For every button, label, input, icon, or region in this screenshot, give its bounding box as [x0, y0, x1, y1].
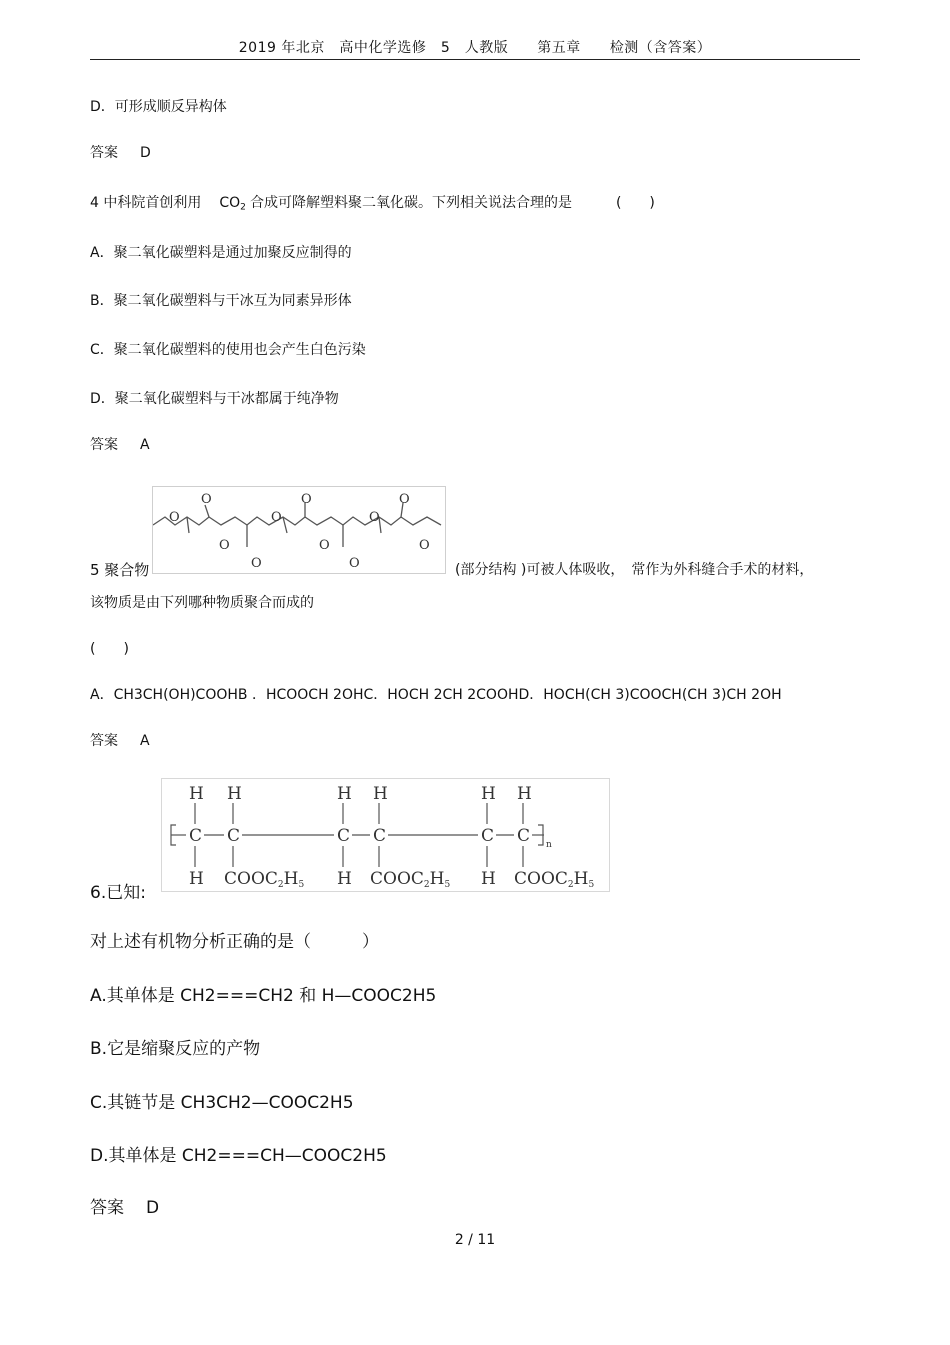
- c-atom-label: C: [481, 826, 495, 846]
- o-label: O: [369, 510, 380, 525]
- q6-answer: [90, 1193, 159, 1218]
- h-atom-label: H: [337, 869, 352, 889]
- page-number: 2 / 11: [454, 1232, 496, 1248]
- answer-label: 答案: [90, 733, 118, 749]
- answer-label: 答案: [90, 145, 118, 161]
- h-atom-label: H: [189, 869, 204, 889]
- q4-stem-post: 合成可降解塑料聚二氧化碳。下列相关说法合理的是: [249, 195, 572, 211]
- header-rule: [90, 59, 860, 60]
- o-label: O: [251, 556, 262, 571]
- h-atom-label: H: [227, 784, 242, 804]
- o-label: O: [219, 538, 230, 553]
- o-label: O: [169, 510, 180, 525]
- q5-answer: [90, 730, 150, 750]
- answer-value: D: [140, 145, 151, 161]
- h-atom-label: H: [517, 784, 532, 804]
- page-header: 2019 年北京 高中化学选修 5 人教版 第五章 检测（含答案）: [238, 40, 712, 56]
- q6-stem-pre: 6.已知:: [90, 883, 146, 903]
- c-atom-label: C: [337, 826, 351, 846]
- q4-blank: ( ): [615, 195, 655, 211]
- h-atom-label: H: [337, 784, 352, 804]
- answer-value: A: [140, 437, 150, 453]
- o-label: O: [271, 510, 282, 525]
- h-atom-label: H: [189, 784, 204, 804]
- ester-group-label: COOC2H5: [370, 869, 451, 890]
- polymer-structure-svg: [162, 779, 609, 891]
- q4-stem-pre: 4 中科院首创利用: [90, 195, 202, 211]
- polymer-structure-figure: [161, 778, 610, 892]
- ester-group-label: COOC2H5: [224, 869, 305, 890]
- q4-option-c: C．聚二氧化碳塑料的使用也会产生白色污染: [90, 342, 366, 358]
- o-label: O: [301, 492, 312, 507]
- ester-group-label: COOC2H5: [514, 869, 595, 890]
- q5-stem-line2: 该物质是由下列哪种物质聚合而成的: [90, 595, 314, 611]
- q6-option-a: A.其单体是 CH2===CH2 和 H—COOC2H5: [90, 986, 437, 1006]
- o-label: O: [349, 556, 360, 571]
- q6-option-d: D.其单体是 CH2===CH—COOC2H5: [90, 1146, 387, 1166]
- answer-value: A: [140, 733, 150, 749]
- q5-blank: ( ): [90, 641, 129, 657]
- q6-question: 对上述有机物分析正确的是（ ）: [90, 932, 379, 952]
- o-label: O: [419, 538, 430, 553]
- q4-stem: [90, 192, 655, 212]
- c-atom-label: C: [227, 826, 241, 846]
- c-atom-label: C: [189, 826, 203, 846]
- answer-label: 答案: [90, 1198, 124, 1218]
- q4-answer: [90, 434, 150, 454]
- q5-stem-post: (部分结构 )可被人体吸收， 常作为外科缝合手术的材料，: [455, 562, 814, 578]
- o-label: O: [399, 492, 410, 507]
- q4-option-b: B．聚二氧化碳塑料与干冰互为同素异形体: [90, 293, 352, 309]
- o-label: O: [201, 492, 212, 507]
- h-atom-label: H: [481, 784, 496, 804]
- q6-option-c: C.其链节是 CH3CH2—COOC2H5: [90, 1093, 354, 1113]
- answer-value: D: [146, 1198, 160, 1218]
- q3-option-d: D．可形成顺反异构体: [90, 99, 227, 115]
- q5-options: A．CH3CH(OH)COOHB ．HCOOCH 2OHC．HOCH 2CH 2COOHD．HOCH(CH 3)COOCH(CH 3)CH 2OH: [90, 687, 782, 703]
- polylactide-structure-svg: [153, 487, 445, 573]
- q5-stem-pre: 5 聚合物: [90, 561, 150, 579]
- q3-answer: [90, 142, 151, 162]
- h-atom-label: H: [481, 869, 496, 889]
- c-atom-label: C: [373, 826, 387, 846]
- co2-formula: $CO_2$: [219, 195, 246, 213]
- o-label: O: [319, 538, 330, 553]
- answer-label: 答案: [90, 437, 118, 453]
- c-atom-label: C: [517, 826, 531, 846]
- h-atom-label: H: [373, 784, 388, 804]
- q6-option-b: B.它是缩聚反应的产物: [90, 1039, 261, 1059]
- q4-option-a: A．聚二氧化碳塑料是通过加聚反应制得的: [90, 245, 352, 261]
- q4-option-d: D．聚二氧化碳塑料与干冰都属于纯净物: [90, 391, 339, 407]
- polylactide-structure-figure: [152, 486, 446, 574]
- repeat-n-label: n: [546, 840, 552, 850]
